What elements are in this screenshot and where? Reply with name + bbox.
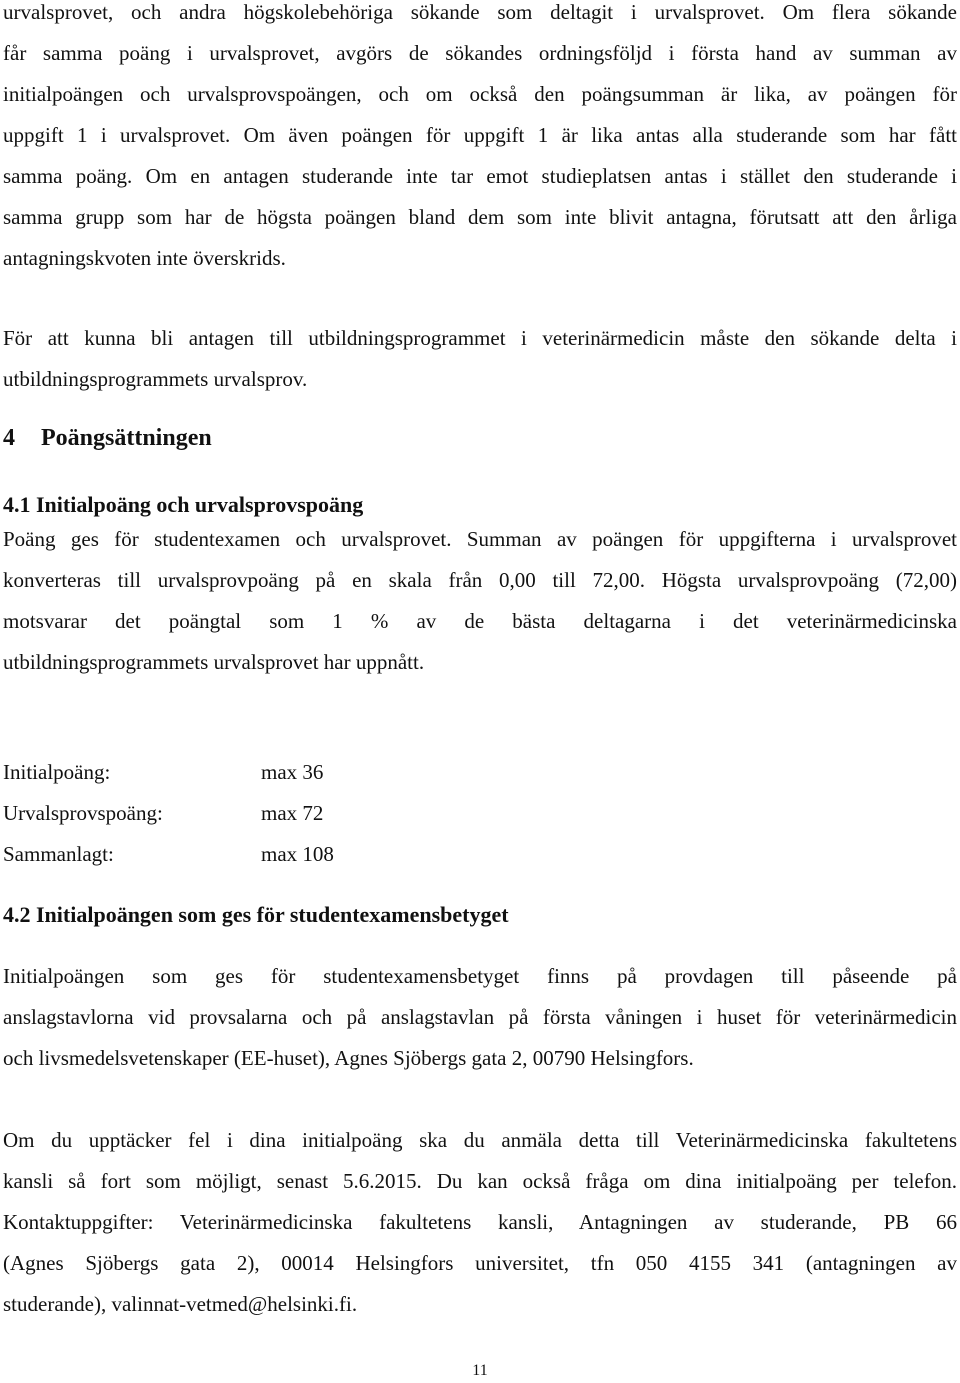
- text-line: Kontaktuppgifter: Veterinärmedicinska fakultetens kansli, Antagningen av studerande, PB 66: [3, 1210, 957, 1234]
- score-row-test: [3, 793, 323, 834]
- score-value: max 36: [261, 760, 324, 784]
- text-line: För att kunna bli antagen till utbildningsprogrammet i veterinärmedicin måste den sökande delta i: [3, 326, 957, 350]
- page-number: 11: [472, 1362, 488, 1379]
- text-line: Om du upptäcker fel i dina initialpoäng ska du anmäla detta till Veterinärmedicinska fakultetens: [3, 1128, 957, 1152]
- section-title: Poängsättningen: [41, 425, 212, 451]
- section-heading-4-1: 4.1 Initialpoäng och urvalsprovspoäng: [3, 492, 364, 517]
- score-row-total: [3, 834, 334, 875]
- text-line: samma grupp som har de högsta poängen bland dem som inte blivit antagna, förutsatt att den årliga: [3, 205, 957, 229]
- text-line: får samma poäng i urvalsprovet, avgörs de sökandes ordningsföljd i första hand av summan av: [3, 41, 957, 65]
- score-label: Initialpoäng:: [3, 760, 111, 784]
- section-heading-4: [3, 425, 212, 452]
- text-line: och livsmedelsvetenskaper (EE-huset), Agnes Sjöbergs gata 2, 00790 Helsingfors.: [3, 1046, 694, 1070]
- section-number: 4: [3, 425, 15, 451]
- text-line: urvalsprovet, och andra högskolebehöriga sökande som deltagit i urvalsprovet. Om flera sökande: [3, 0, 957, 24]
- paragraph-participation-requirement: [3, 318, 957, 400]
- paragraph-admission-order: [3, 0, 957, 279]
- text-line: utbildningsprogrammets urvalsprov.: [3, 367, 308, 391]
- section-heading-4-2: 4.2 Initialpoängen som ges för studentexamensbetyget: [3, 902, 509, 927]
- score-row-initial: [3, 752, 323, 793]
- text-line: Poäng ges för studentexamen och urvalsprovet. Summan av poängen för uppgifterna i urvalsprovet: [3, 527, 957, 551]
- text-line: Initialpoängen som ges för studentexamensbetyget finns på provdagen till påseende på: [3, 964, 957, 988]
- text-line: konverteras till urvalsprovpoäng på en skala från 0,00 till 72,00. Högsta urvalsprovpoäng (72,00): [3, 568, 957, 592]
- text-line: antagningskvoten inte överskrids.: [3, 246, 286, 270]
- paragraph-scoring: [3, 519, 957, 683]
- paragraph-initial-points-display: [3, 956, 957, 1079]
- text-line: kansli så fort som möjligt, senast 5.6.2015. Du kan också fråga om dina initialpoäng per telefon.: [3, 1169, 957, 1193]
- text-line: utbildningsprogrammets urvalsprovet har uppnått.: [3, 650, 425, 674]
- text-line: anslagstavlorna vid provsalarna och på anslagstavlan på första våningen i huset för veterinärmedicin: [3, 1005, 957, 1029]
- text-line: uppgift 1 i urvalsprovet. Om även poängen för uppgift 1 är lika antas alla studerande som har fått: [3, 123, 957, 147]
- text-line: (Agnes Sjöbergs gata 2), 00014 Helsingfors universitet, tfn 050 4155 341 (antagningen av: [3, 1251, 957, 1275]
- score-label: Sammanlagt:: [3, 842, 114, 866]
- text-line: samma poäng. Om en antagen studerande inte tar emot studieplatsen antas i stället den studerande i: [3, 164, 957, 188]
- score-label: Urvalsprovspoäng:: [3, 801, 163, 825]
- score-value: max 108: [261, 842, 334, 866]
- paragraph-contact: [3, 1120, 957, 1325]
- score-value: max 72: [261, 801, 324, 825]
- text-line: studerande), valinnat-vetmed@helsinki.fi.: [3, 1292, 358, 1316]
- text-line: initialpoängen och urvalsprovspoängen, och om också den poängsumman är lika, av poängen för: [3, 82, 957, 106]
- text-line: motsvarar det poängtal som 1 % av de bästa deltagarna i det veterinärmedicinska: [3, 609, 957, 633]
